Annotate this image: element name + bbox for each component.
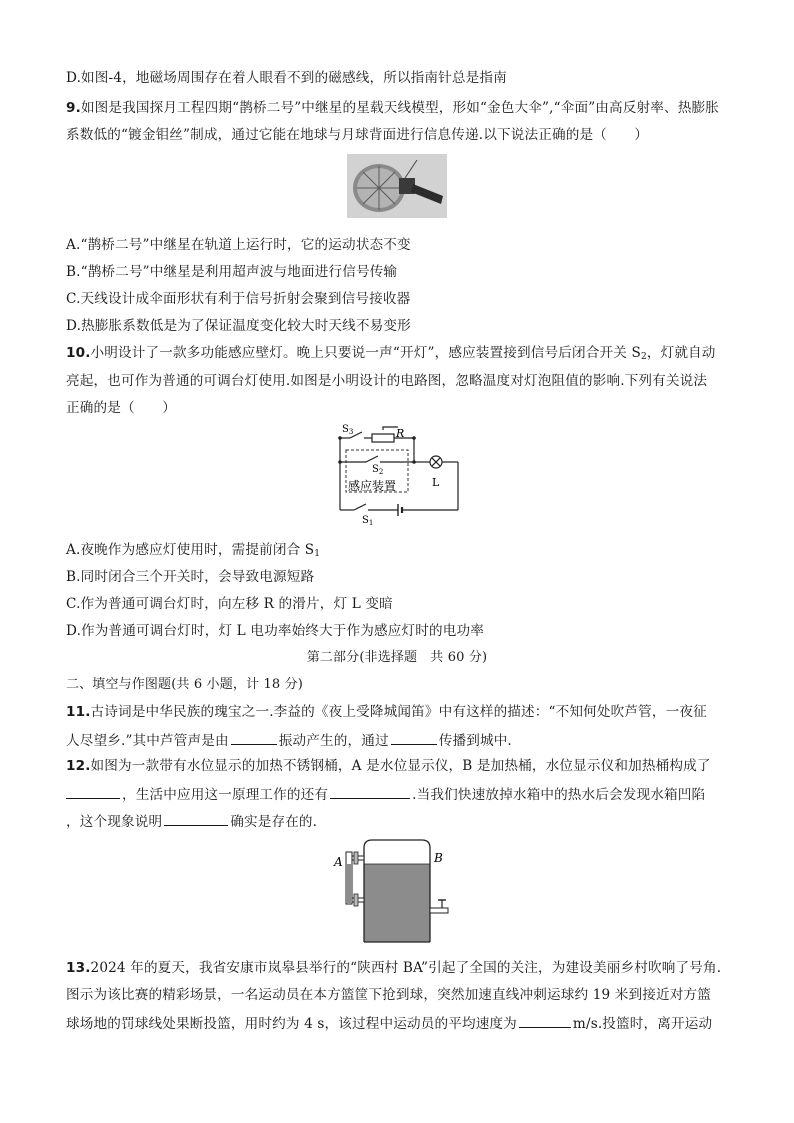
switch-s1-label: $S_1$ — [362, 515, 374, 527]
answer-blank[interactable] — [391, 729, 437, 745]
q11-stem-line2: 人尽望乡.”其中芦管声是由 振动产生的，通过 传播到城中. — [66, 729, 728, 751]
answer-blank[interactable] — [330, 783, 410, 799]
q9-option-d: D.热膨胀系数低是为了保证温度变化较大时天线不易变形 — [66, 318, 411, 334]
q12-stem-line2: ，生活中应用这一原理工作的还有 .当我们快速放掉水箱中的热水后会发现水箱凹陷 — [66, 783, 728, 805]
q12-stem-line1: 12.如图为一款带有水位显示的加热不锈钢桶，A 是水位显示仪，B 是加热桶，水位显示仪和加热桶构成了 — [66, 758, 711, 774]
q9-number: 9. — [66, 100, 81, 116]
water-level-display-label: A — [334, 855, 343, 869]
q9-stem-line2: 系数低的“镀金钼丝”制成，通过它能在地球与月球背面进行信息传递.以下说法正确的是（ ） — [66, 127, 649, 143]
q13-stem-line1: 13.2024 年的夏天，我省安康市岚皋县举行的“陕西村 BA”引起了全国的关注，为建设美丽乡村吹响了号角. — [66, 960, 722, 976]
q13-stem-line2: 图示为该比赛的精彩场景，一名运动员在本方篮筐下抢到球，突然加速直线冲刺运球约 19 米到接近对方篮 — [66, 987, 712, 1003]
resistor-r-label: R — [396, 427, 405, 440]
section-two-heading: 二、填空与作图题(共 6 小题，计 18 分) — [66, 677, 303, 692]
q13-stem-line3: 球场地的罚球线处果断投篮，用时约为 4 s，该过程中运动员的平均速度为 m/s.投篮时，离开运动 — [66, 1012, 728, 1034]
relay-satellite-image — [347, 154, 447, 218]
q11-stem-line1: 11.古诗词是中华民族的瑰宝之一.李益的《夜上受降城闻笛》中有这样的描述：“不知何处吹芦管，一夜征 — [66, 704, 707, 720]
q9-option-c: C.天线设计成伞面形状有利于信号折射会聚到信号接收器 — [66, 291, 411, 307]
satellite-icon — [347, 154, 447, 218]
lamp-l-label: L — [432, 476, 440, 489]
switch-s2-label: $S_2$ — [372, 464, 384, 476]
answer-blank[interactable] — [164, 810, 228, 826]
q10-option-a: A.夜晚作为感应灯使用时，需提前闭合 $S_1$ — [66, 542, 321, 559]
switch-s3-label: $S_3$ — [342, 424, 354, 436]
answer-blank[interactable] — [519, 1012, 571, 1028]
q10-stem-line1: 10.小明设计了一款多功能感应壁灯。晚上只要说一声“开灯”，感应装置接到信号后闭合开关 $S_2$，灯就自动 — [66, 345, 716, 362]
q10-number: 10. — [66, 345, 91, 361]
q10-option-b: B.同时闭合三个开关时，会导致电源短路 — [66, 569, 315, 585]
q10-option-d: D.作为普通可调台灯时，灯 L 电功率始终大于作为感应灯时的电功率 — [66, 623, 484, 639]
sensor-device-label: 感应装置 — [348, 479, 397, 493]
answer-blank[interactable] — [231, 729, 277, 745]
circuit-diagram — [336, 424, 466, 528]
q9-option-b: B.“鹊桥二号”中继星是利用超声波与地面进行信号传输 — [66, 264, 398, 280]
q12-stem-line3: ，这个现象说明 确实是存在的. — [66, 810, 728, 832]
q11-number: 11. — [66, 704, 91, 720]
answer-blank[interactable] — [66, 783, 120, 799]
q12-number: 12. — [66, 758, 91, 774]
q9-stem-line1: 9.如图是我国探月工程四期“鹊桥二号”中继星的星载天线模型，形如“金色大伞”,“伞面”由高反射率、热膨胀 — [66, 100, 719, 116]
q10-stem-line3: 正确的是（ ） — [66, 400, 176, 416]
q10-option-c: C.作为普通可调台灯时，向左移 R 的滑片，灯 L 变暗 — [66, 596, 393, 612]
q10-stem-line2: 亮起，也可作为普通的可调台灯使用.如图是小明设计的电路图，忽略温度对灯泡阻值的影响.下列有关说法 — [66, 373, 708, 389]
heating-tank-diagram — [332, 838, 456, 944]
q13-number: 13. — [66, 960, 91, 976]
heating-tank-label: B — [434, 851, 443, 865]
part-two-heading: 第二部分(非选择题 共 60 分) — [306, 650, 488, 665]
q8-option-d: D.如图-4，地磁场周围存在着人眼看不到的磁感线，所以指南针总是指南 — [66, 70, 507, 86]
q9-option-a: A.“鹊桥二号”中继星在轨道上运行时，它的运动状态不变 — [66, 237, 411, 253]
